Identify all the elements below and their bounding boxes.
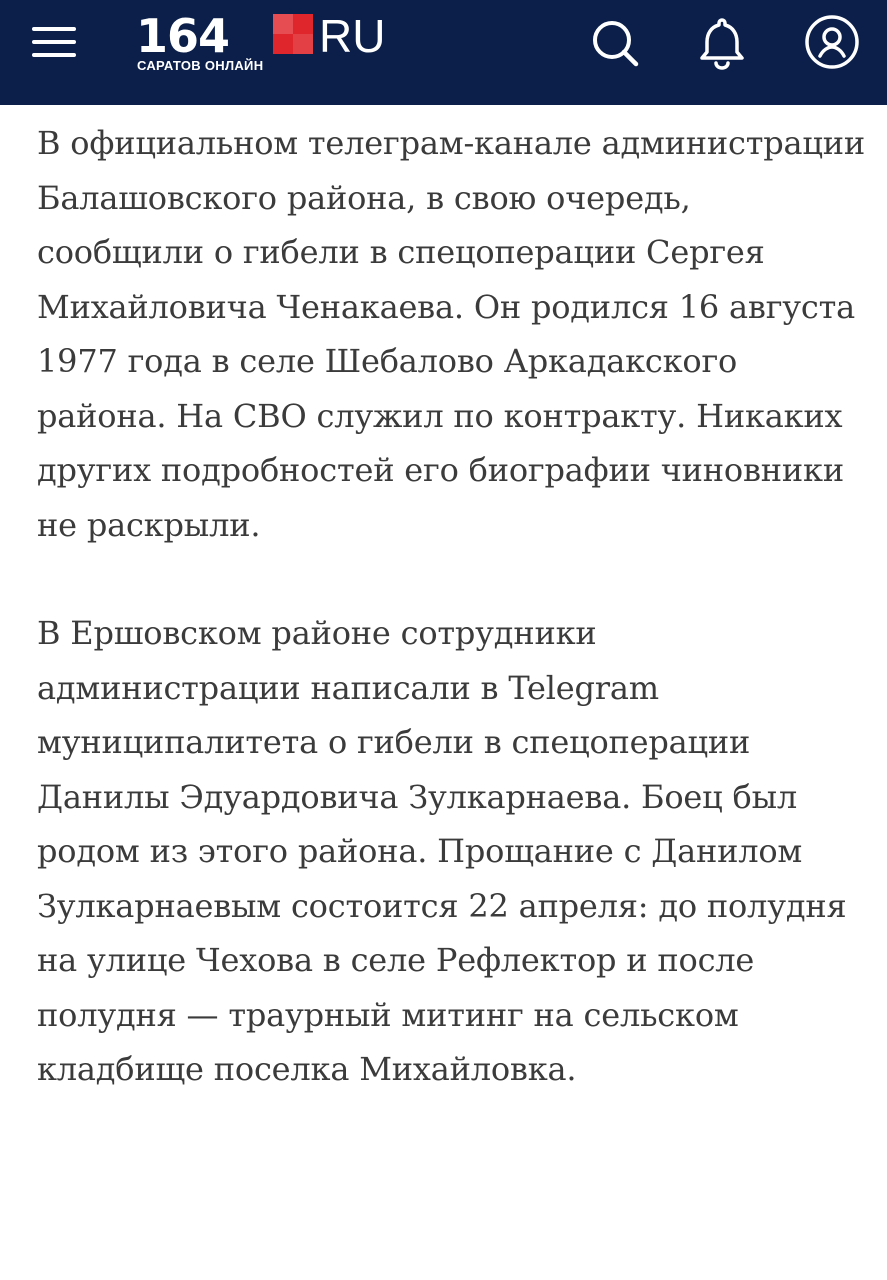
article-body: [37, 116, 867, 1097]
search-button[interactable]: [586, 14, 642, 70]
logo-subtitle: САРАТОВ ОНЛАЙН: [137, 58, 264, 73]
menu-button[interactable]: [28, 20, 82, 64]
hamburger-menu-icon-line-top: [32, 27, 76, 31]
article-paragraph: В Ершовском районе сотрудники администрации написали в Telegram муниципалитета о гибели в спецоперации Данилы Эдуардовича Зулкарнаева. Боец был родом из этого района. Прощание с Данилом Зулкарнаевым состоится 22 апреля: до полудня на улице Чехова в селе Рефлектор и после полудня — траурный митинг на сельском кладбище поселка Михайловка.: [37, 614, 847, 1088]
site-logo[interactable]: [136, 10, 401, 76]
logo-red-square-icon: [273, 14, 313, 54]
logo-ru: RU: [319, 10, 386, 62]
bell-icon: [694, 14, 750, 70]
article-paragraph: В официальном телеграм-канале администрации Балашовского района, в свою очередь, сообщили о гибели в спецоперации Сергея Михайловича Ченакаева. Он родился 16 августа 1977 года в селе Шебалово Аркадакского района. На СВО служил по контракту. Никаких других подробностей его биографии чиновники не раскрыли.: [37, 124, 866, 544]
hamburger-menu-icon-line-bottom: [32, 53, 76, 57]
logo-number: 164: [136, 9, 230, 63]
hamburger-menu-icon-line-middle: [32, 40, 76, 44]
search-icon: [586, 14, 642, 70]
notifications-button[interactable]: [694, 14, 750, 70]
account-button[interactable]: [804, 14, 860, 70]
site-header: [0, 0, 887, 105]
user-icon: [804, 14, 860, 70]
